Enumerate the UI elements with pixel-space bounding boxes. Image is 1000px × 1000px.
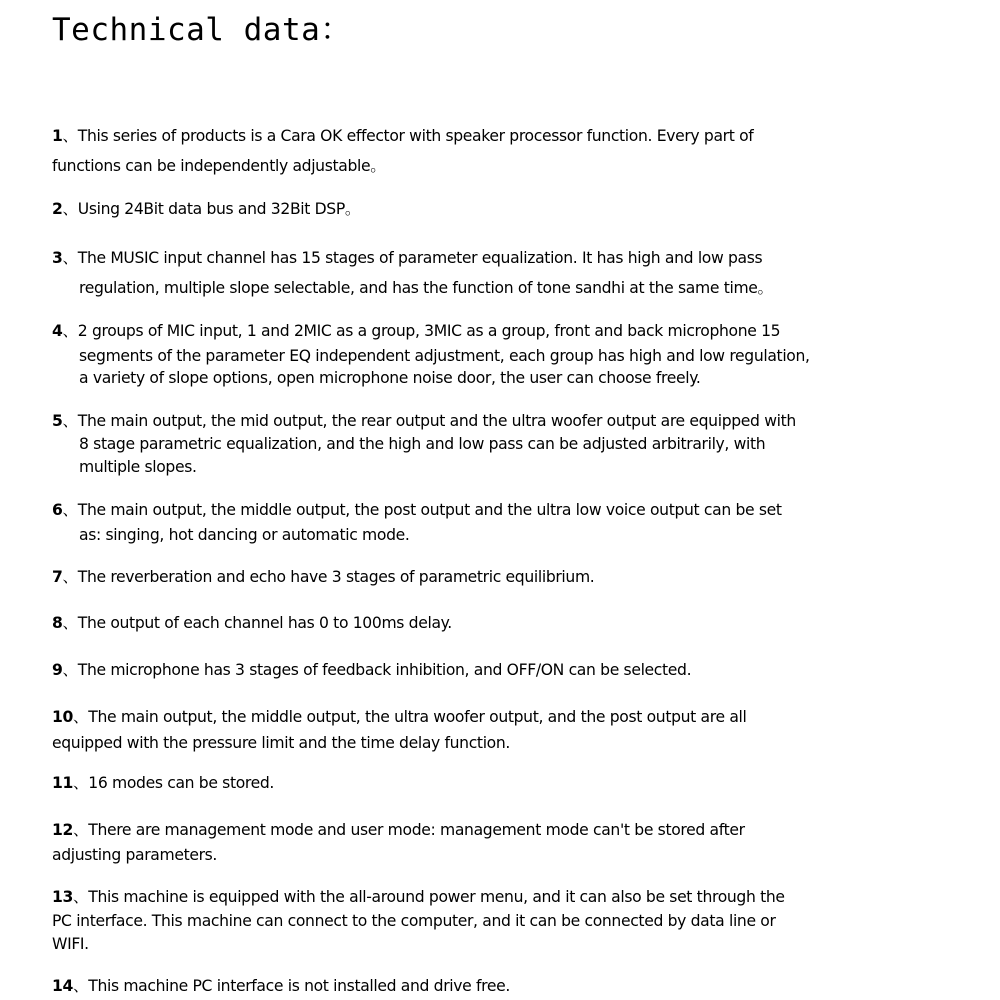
list-item: 4、2 groups of MIC input, 1 and 2MIC as a group, 3MIC as a group, front and back microphone 15 segments of the parameter EQ independent adjustment, each group has high and low regulation, a variety of slope options, open microphone noise door, the user can choose freely.: [52, 320, 852, 389]
item-text: This machine PC interface is not installed and drive free.: [88, 977, 510, 995]
list-item: 1、This series of products is a Cara OK effector with speaker processor function. Every part of functions can be independently adjustable。: [52, 121, 852, 181]
item-text: 16 modes can be stored.: [88, 774, 275, 792]
item-number: 14: [52, 977, 74, 995]
list-item: 9、The microphone has 3 stages of feedback inhibition, and OFF/ON can be selected.: [52, 661, 692, 679]
item-number: 6: [52, 501, 63, 519]
item-text: The main output, the middle output, the ultra woofer output, and the post output are all: [88, 708, 747, 726]
item-text: The output of each channel has 0 to 100ms delay.: [77, 614, 452, 632]
item-text: There are management mode and user mode: management mode can't be stored after: [88, 821, 745, 839]
item-number: 8: [52, 614, 63, 632]
item-number: 10: [52, 708, 74, 726]
item-text: The microphone has 3 stages of feedback inhibition, and OFF/ON can be selected.: [77, 661, 692, 679]
item-text: 2 groups of MIC input, 1 and 2MIC as a group, 3MIC as a group, front and back microphone 15: [77, 322, 781, 340]
list-item: 11、16 modes can be stored.: [52, 774, 275, 792]
item-number: 4: [52, 322, 63, 340]
item-text: This machine is equipped with the all-around power menu, and it can also be set through the: [88, 888, 785, 906]
page-title: Technical data：: [52, 12, 352, 48]
item-text: adjusting parameters.: [52, 846, 218, 864]
list-item: 8、The output of each channel has 0 to 100ms delay.: [52, 614, 452, 632]
item-number: 1: [52, 127, 63, 145]
list-item: 7、The reverberation and echo have 3 stages of parametric equilibrium.: [52, 568, 595, 586]
list-item: 5、The main output, the mid output, the rear output and the ultra woofer output are equipped with 8 stage parametric equalization, and the high and low pass can be adjusted arbitrarily, with multiple slopes.: [52, 409, 852, 478]
list-item: 12、There are management mode and user mode: management mode can't be stored after adjusting parameters.: [52, 818, 852, 868]
item-text: regulation, multiple slope selectable, and has the function of tone sandhi at the same time。: [79, 279, 773, 297]
item-number: 2: [52, 200, 63, 218]
item-text: This series of products is a Cara OK effector with speaker processor function. Every part of: [77, 127, 754, 145]
item-text: WIFI.: [52, 935, 89, 953]
list-item: 10、The main output, the middle output, the ultra woofer output, and the post output are all equipped with the pressure limit and the time delay function.: [52, 704, 852, 756]
list-item: 13、This machine is equipped with the all-around power menu, and it can also be set through the PC interface. This machine can connect to the computer, and it can be connected by data line or WIFI.: [52, 885, 852, 954]
item-text: Using 24Bit data bus and 32Bit DSP。: [77, 200, 361, 218]
item-text: The reverberation and echo have 3 stages of parametric equilibrium.: [77, 568, 595, 586]
item-text: multiple slopes.: [79, 458, 197, 476]
item-text: as: singing, hot dancing or automatic mode.: [79, 526, 410, 544]
item-number: 3: [52, 249, 63, 267]
item-number: 7: [52, 568, 63, 586]
item-number: 9: [52, 661, 63, 679]
item-number: 12: [52, 821, 74, 839]
item-text: The main output, the middle output, the post output and the ultra low voice output can be set: [77, 501, 782, 519]
item-number: 5: [52, 412, 63, 430]
item-text: equipped with the pressure limit and the time delay function.: [52, 734, 511, 752]
list-item: 3、The MUSIC input channel has 15 stages of parameter equalization. It has high and low pass regulation, multiple slope selectable, and has the function of tone sandhi at the same time。: [52, 243, 852, 303]
list-item: 6、The main output, the middle output, the post output and the ultra low voice output can be set as: singing, hot dancing or automatic mode.: [52, 498, 852, 548]
item-text: functions can be independently adjustable。: [52, 157, 386, 175]
list-item: 2、Using 24Bit data bus and 32Bit DSP。: [52, 200, 361, 218]
item-number: 13: [52, 888, 74, 906]
item-text: PC interface. This machine can connect to the computer, and it can be connected by data line or: [52, 912, 776, 930]
item-text: The MUSIC input channel has 15 stages of parameter equalization. It has high and low pass: [77, 249, 763, 267]
item-text: a variety of slope options, open microphone noise door, the user can choose freely.: [79, 368, 701, 387]
item-text: The main output, the mid output, the rear output and the ultra woofer output are equipped with: [77, 412, 796, 430]
item-text: 8 stage parametric equalization, and the high and low pass can be adjusted arbitrarily, with: [79, 435, 766, 453]
item-number: 11: [52, 774, 74, 792]
item-text: segments of the parameter EQ independent adjustment, each group has high and low regulation,: [79, 346, 810, 365]
list-item: 14、This machine PC interface is not installed and drive free.: [52, 977, 510, 995]
